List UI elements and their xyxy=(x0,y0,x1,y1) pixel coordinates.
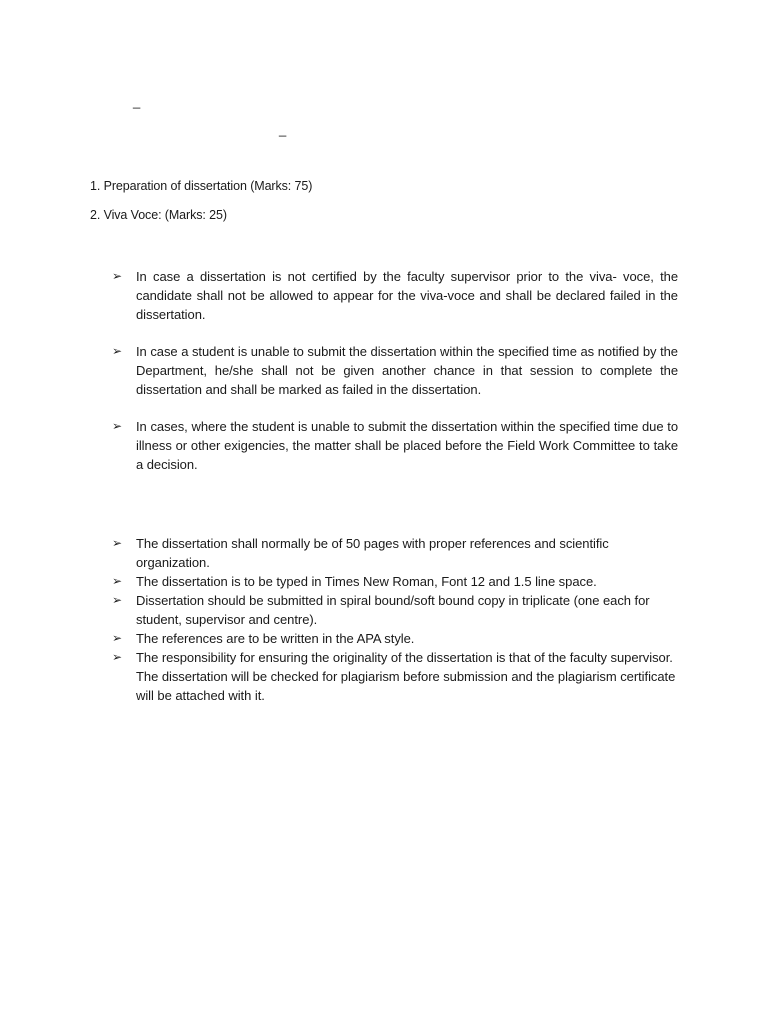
dash-mark: _ xyxy=(279,122,287,137)
list-item xyxy=(112,591,678,629)
format-rules-list xyxy=(112,534,678,705)
list-item-text: In case a dissertation is not certified by the faculty supervisor prior to the viva- voce, the candidate shall not be allowed to appear for the viva-voce and shall be declared failed in the dissertation. xyxy=(136,269,678,322)
list-item-text: In case a student is unable to submit the dissertation within the specified time as notified by the Department, he/she shall not be given another chance in that session to complete the dissertation and shall be marked as failed in the dissertation. xyxy=(136,344,678,397)
list-item xyxy=(112,534,678,572)
list-item-text: The dissertation shall normally be of 50 pages with proper references and scientific organization. xyxy=(136,536,609,570)
arrow-bullet-icon: ➢ xyxy=(112,631,123,645)
arrow-bullet-icon: ➢ xyxy=(112,593,123,607)
arrow-bullet-icon: ➢ xyxy=(112,536,123,550)
marks-item-viva-voce: 2. Viva Voce: (Marks: 25) xyxy=(90,208,227,222)
list-item xyxy=(112,629,678,648)
marks-item-dissertation: 1. Preparation of dissertation (Marks: 75) xyxy=(90,179,313,193)
list-item xyxy=(112,648,678,705)
list-item-text: The references are to be written in the APA style. xyxy=(136,631,415,646)
list-item xyxy=(112,342,678,399)
list-item xyxy=(112,267,678,324)
arrow-bullet-icon: ➢ xyxy=(112,574,123,588)
arrow-bullet-icon: ➢ xyxy=(112,344,123,358)
list-item-text: In cases, where the student is unable to submit the dissertation within the specified time due to illness or other exigencies, the matter shall be placed before the Field Work Committee to take a decision. xyxy=(136,419,678,472)
list-item-text: Dissertation should be submitted in spiral bound/soft bound copy in triplicate (one each for student, supervisor and centre). xyxy=(136,593,650,627)
arrow-bullet-icon: ➢ xyxy=(112,419,123,433)
dash-mark: _ xyxy=(133,94,141,109)
list-item xyxy=(112,572,678,591)
arrow-bullet-icon: ➢ xyxy=(112,269,123,283)
arrow-bullet-icon: ➢ xyxy=(112,650,123,664)
list-item-text: The responsibility for ensuring the originality of the dissertation is that of the faculty supervisor. The dissertation will be checked for plagiarism before submission and the plagiarism certificate will be attached with it. xyxy=(136,650,676,703)
rules-list xyxy=(112,267,678,492)
list-item xyxy=(112,417,678,474)
list-item-text: The dissertation is to be typed in Times New Roman, Font 12 and 1.5 line space. xyxy=(136,574,597,589)
